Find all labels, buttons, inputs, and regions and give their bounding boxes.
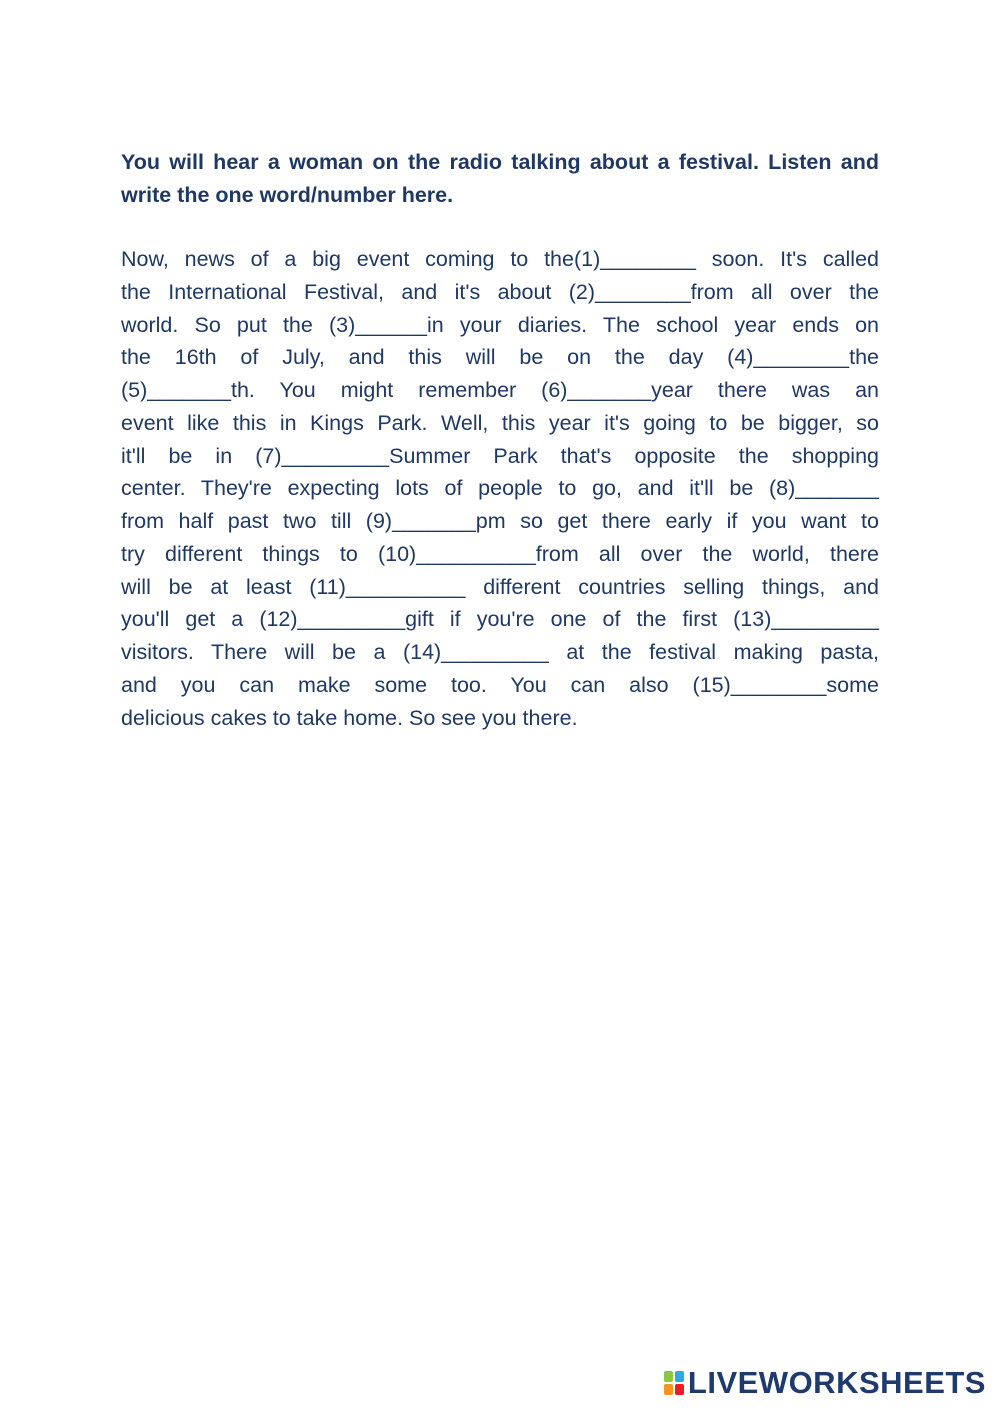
- passage-line: and you can make some too. You can also (15)________some: [121, 672, 879, 697]
- liveworksheets-brand: [664, 1366, 986, 1400]
- passage-line: you'll get a (12)_________gift if you're one of the first (13)_________: [121, 607, 879, 632]
- passage-line: world. So put the (3)______in your diaries. The school year ends on: [121, 312, 879, 337]
- passage-line: event like this in Kings Park. Well, this year it's going to be bigger, so: [121, 410, 879, 435]
- passage-line: the International Festival, and it's about (2)________from all over the: [121, 279, 879, 304]
- passage-line: delicious cakes to take home. So see you there.: [121, 705, 578, 730]
- passage-line: from half past two till (9)_______pm so get there early if you want to: [121, 509, 879, 533]
- passage-line: it'll be in (7)_________Summer Park that's opposite the shopping: [121, 443, 879, 468]
- passage-line: try different things to (10)__________from all over the world, there: [121, 541, 879, 566]
- liveworksheets-logo-icon: [664, 1371, 684, 1395]
- brand-name: LIVEWORKSHEETS: [687, 1365, 986, 1400]
- passage-line: center. They're expecting lots of people to go, and it'll be (8)_______: [121, 476, 879, 501]
- passage-line: visitors. There will be a (14)_________ at the festival making pasta,: [121, 640, 879, 664]
- gap-fill-passage: [121, 243, 879, 734]
- passage-line: Now, news of a big event coming to the(1)________ soon. It's called: [121, 247, 879, 271]
- instructions-heading: You will hear a woman on the radio talking about a festival. Listen and write the one word/number here.: [121, 150, 879, 207]
- passage-line: will be at least (11)__________ different countries selling things, and: [121, 574, 879, 599]
- passage-line: the 16th of July, and this will be on the day (4)________the: [121, 345, 879, 370]
- passage-line: (5)_______th. You might remember (6)_______year there was an: [121, 378, 879, 402]
